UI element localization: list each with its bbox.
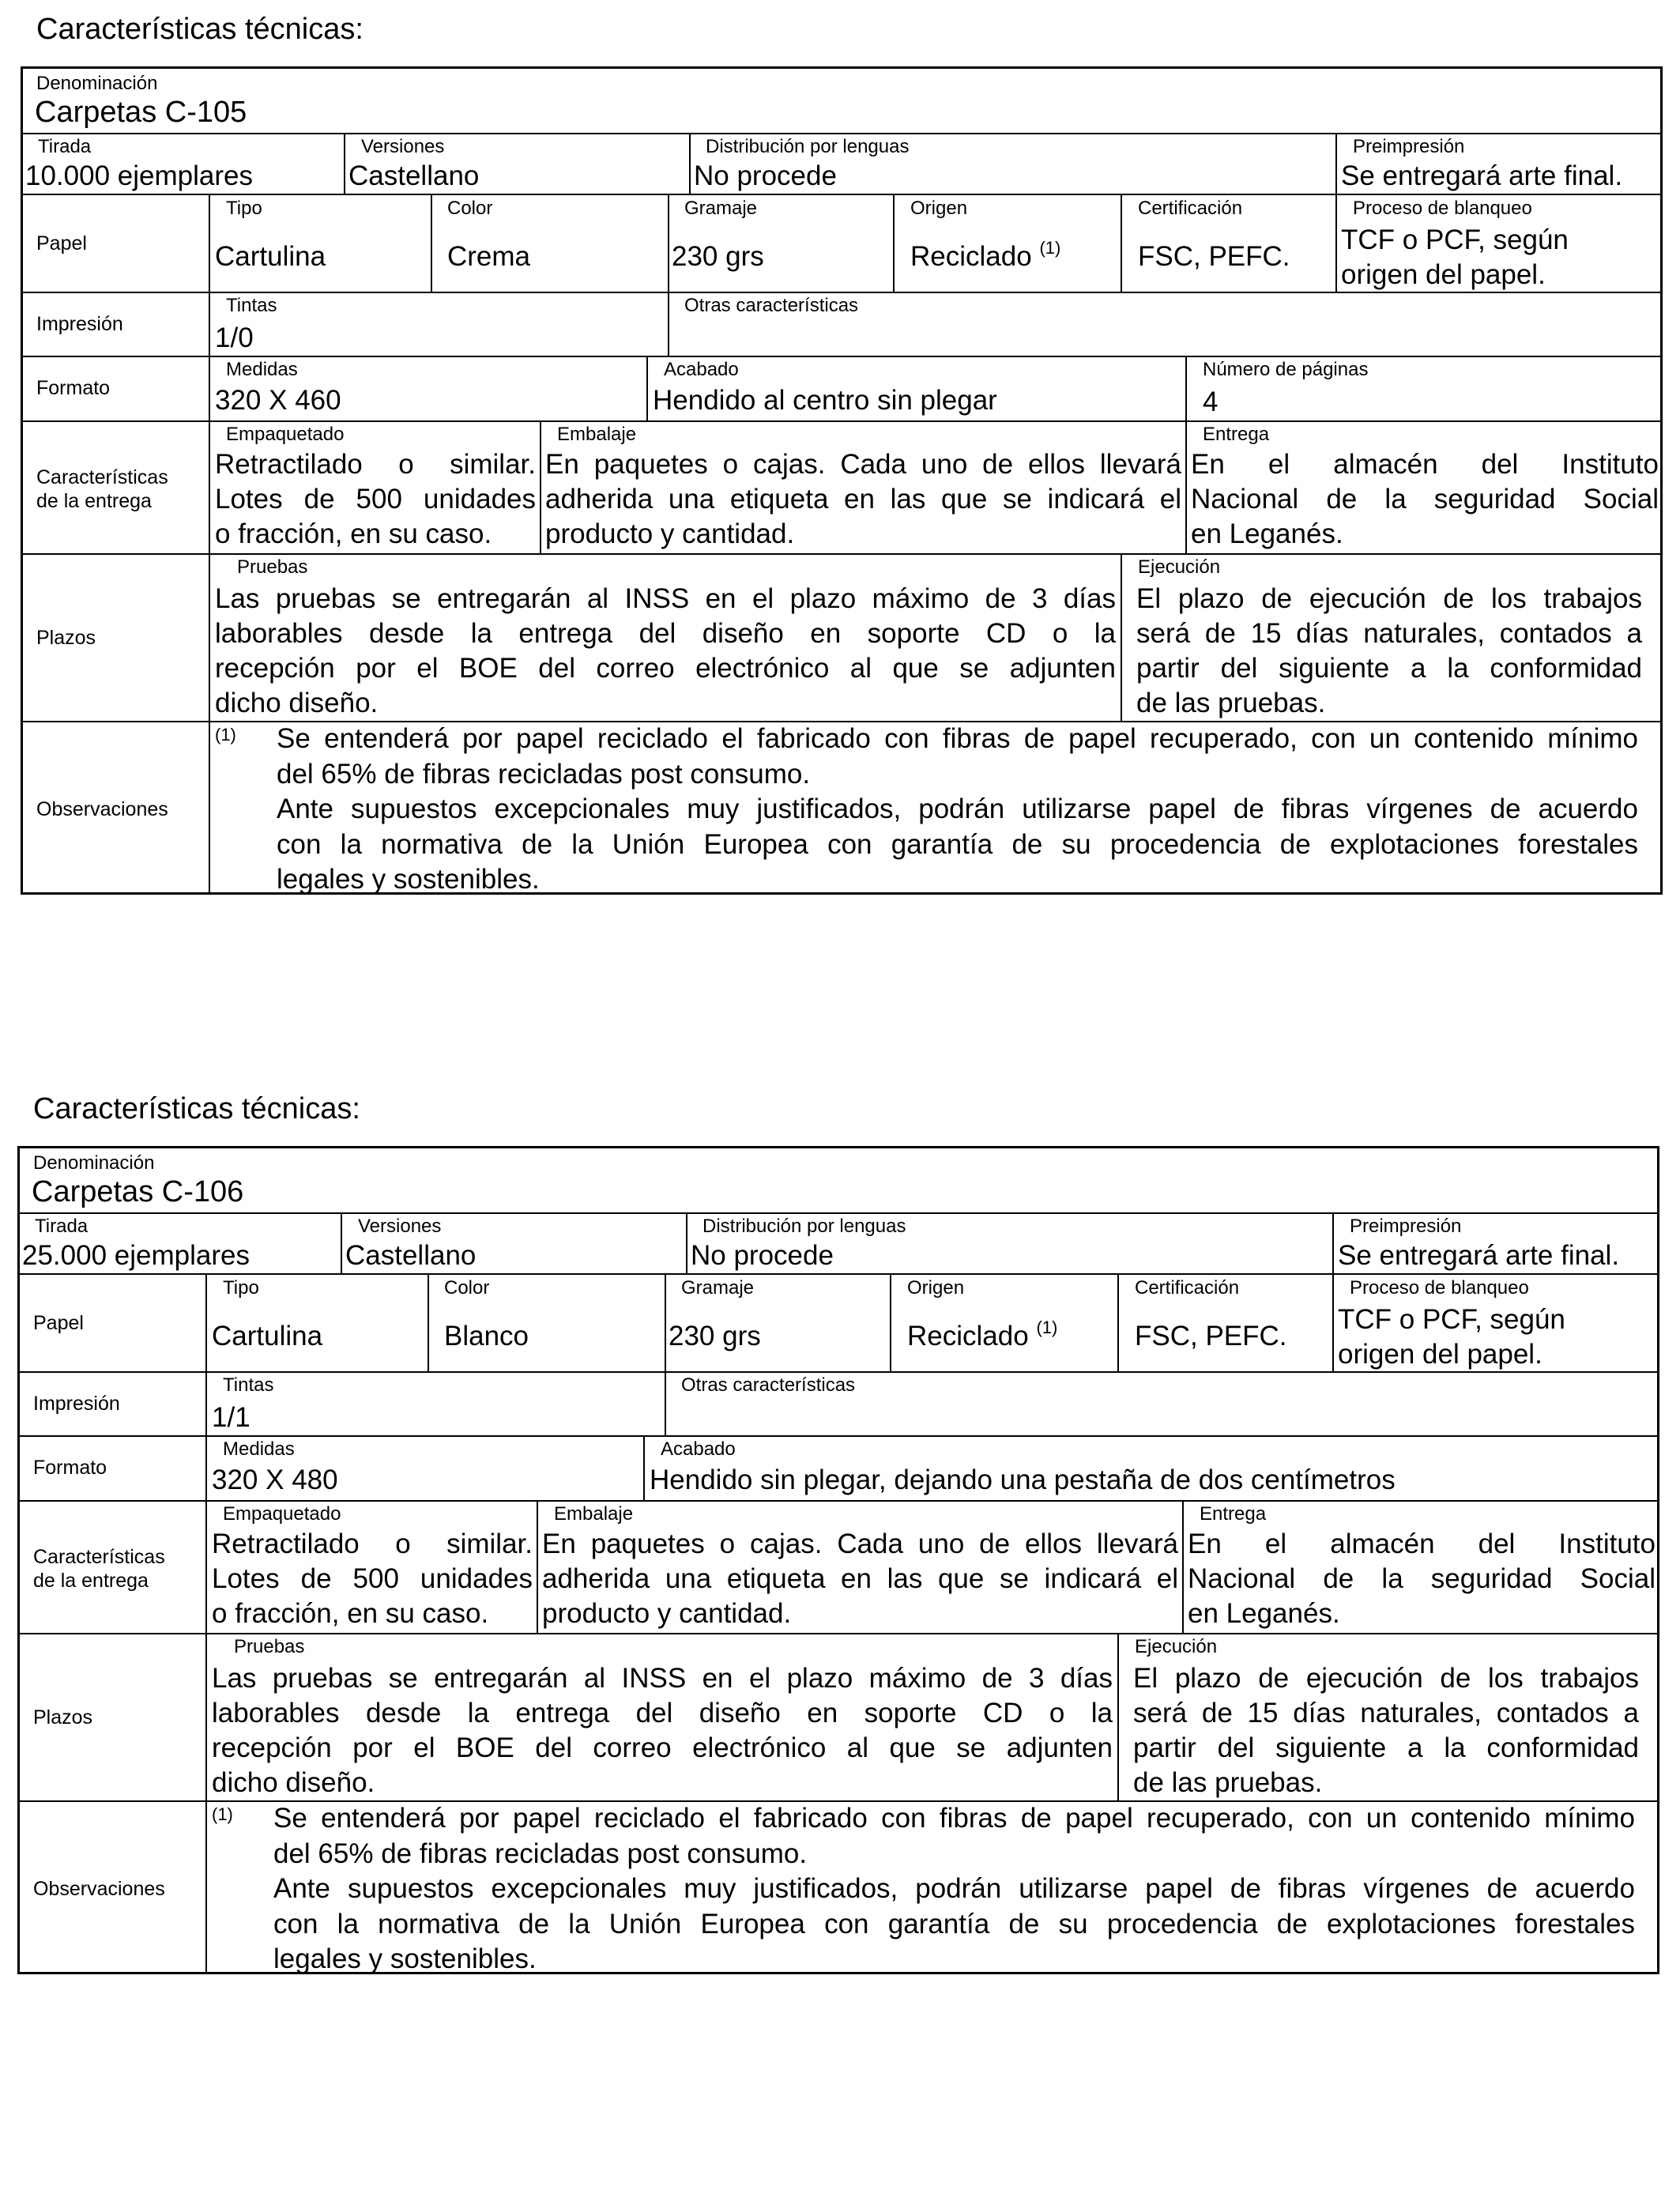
blanqueo-value: TCF o PCF, según origen del papel.: [1341, 224, 1569, 290]
formato-row-label: Formato: [33, 1457, 107, 1479]
empaquetado-value: Retractilado o similar. Lotes de 500 unidades o fracción, en su caso.: [215, 449, 536, 549]
tintas-value: 1/1: [212, 1402, 250, 1433]
rule: [686, 1212, 687, 1273]
embalaje-label: Embalaje: [557, 424, 637, 445]
rule: [431, 194, 432, 292]
tirada-value: 10.000 ejemplares: [25, 160, 253, 191]
versiones-value: Castellano: [345, 1240, 477, 1271]
versiones-value: Castellano: [348, 160, 480, 191]
acabado-label: Acabado: [661, 1438, 736, 1460]
rule: [689, 133, 691, 194]
observaciones-text: Se entenderá por papel reciclado el fabricado con fibras de papel recuperado, con un contenido mínimo del 65% de fibras recicladas post consumo. Ante supuestos excepcionales muy justificados, podrán utilizarse papel de fibras vírgenes de acuerdo con la normativa de la Unión Europea con garantía de su procedencia de explotaciones forestales legales y sostenibles.: [277, 723, 1638, 895]
medidas-value: 320 X 480: [212, 1465, 338, 1495]
section-title: Características técnicas:: [36, 13, 363, 46]
tirada-label: Tirada: [35, 1216, 89, 1237]
entrega-label: Entrega: [1200, 1503, 1267, 1525]
footnote-mark: (1): [212, 1804, 233, 1824]
denominacion-value: Carpetas C-106: [32, 1175, 244, 1208]
rule: [21, 420, 1663, 422]
acabado-label: Acabado: [664, 359, 739, 380]
rule: [205, 1273, 207, 1972]
rule: [668, 194, 669, 356]
ejecucion-label: Ejecución: [1135, 1636, 1218, 1657]
entrega-value: En el almacén del Instituto Nacional de la seguridad Social en Leganés.: [1191, 449, 1659, 549]
papel-row-label: Papel: [36, 232, 87, 254]
color-value: Blanco: [444, 1321, 529, 1351]
color-label: Color: [444, 1277, 490, 1299]
tipo-label: Tipo: [223, 1277, 259, 1299]
rule: [1117, 1273, 1119, 1371]
paginas-value: 4: [1203, 386, 1219, 417]
rule: [17, 1500, 1659, 1502]
papel-row-label: Papel: [33, 1312, 84, 1334]
observaciones-row-label: Observaciones: [33, 1878, 165, 1900]
gramaje-label: Gramaje: [681, 1277, 755, 1299]
rule: [1182, 1500, 1184, 1633]
tirada-value: 25.000 ejemplares: [22, 1240, 250, 1271]
tintas-label: Tintas: [226, 295, 277, 316]
observaciones-row-label: Observaciones: [36, 798, 168, 820]
observaciones-text: Se entenderá por papel reciclado el fabricado con fibras de papel recuperado, con un contenido mínimo del 65% de fibras recicladas post consumo. Ante supuestos excepcionales muy justificados, podrán utilizarse papel de fibras vírgenes de acuerdo con la normativa de la Unión Europea con garantía de su procedencia de explotaciones forestales legales y sostenibles.: [273, 1803, 1635, 1974]
rule: [890, 1273, 891, 1371]
plazos-row-label: Plazos: [36, 627, 96, 649]
gramaje-value: 230 grs: [672, 241, 764, 272]
entrega-row-label: Características de la entrega: [33, 1546, 165, 1592]
denominacion-label: Denominación: [36, 73, 158, 94]
tipo-value: Cartulina: [212, 1321, 323, 1351]
rule: [1121, 194, 1122, 292]
tipo-value: Cartulina: [215, 241, 326, 272]
embalaje-label: Embalaje: [554, 1503, 634, 1525]
rule: [1332, 1212, 1334, 1273]
tintas-value: 1/0: [215, 322, 254, 353]
rule: [21, 194, 1663, 195]
rule: [1117, 1633, 1119, 1800]
empaquetado-label: Empaquetado: [223, 1503, 341, 1525]
pruebas-value: Las pruebas se entregarán al INSS en el plazo máximo de 3 días laborables desde la entrega del diseño en soporte CD o la recepción por el BOE del correo electrónico al que se adjunten dicho diseño.: [215, 583, 1116, 718]
versiones-label: Versiones: [358, 1216, 442, 1237]
otras-label: Otras características: [684, 295, 859, 316]
certificacion-value: FSC, PEFC.: [1138, 241, 1290, 272]
rule: [21, 553, 1663, 555]
tipo-label: Tipo: [226, 198, 262, 219]
rule: [1185, 356, 1187, 420]
color-value: Crema: [447, 241, 531, 272]
denominacion-label: Denominación: [33, 1152, 155, 1174]
distribucion-value: No procede: [694, 160, 837, 191]
rule: [17, 1212, 1659, 1214]
pruebas-label: Pruebas: [237, 556, 308, 578]
tintas-label: Tintas: [223, 1374, 274, 1396]
blanqueo-value: TCF o PCF, según origen del papel.: [1338, 1304, 1565, 1370]
acabado-value: Hendido al centro sin plegar: [653, 385, 997, 416]
empaquetado-label: Empaquetado: [226, 424, 345, 445]
rule: [540, 420, 541, 553]
plazos-row-label: Plazos: [33, 1706, 93, 1728]
footnote-mark: (1): [215, 725, 236, 745]
rule: [1332, 1273, 1334, 1371]
entrega-label: Entrega: [1203, 424, 1270, 445]
rule: [17, 1435, 1659, 1437]
medidas-label: Medidas: [223, 1438, 295, 1460]
rule: [537, 1500, 538, 1633]
rule: [428, 1273, 429, 1371]
rule: [21, 133, 1663, 134]
section-title: Características técnicas:: [33, 1092, 360, 1125]
certificacion-label: Certificación: [1135, 1277, 1240, 1299]
tirada-label: Tirada: [38, 136, 92, 157]
otras-label: Otras características: [681, 1374, 856, 1396]
certificacion-label: Certificación: [1138, 198, 1243, 219]
pruebas-value: Las pruebas se entregarán al INSS en el plazo máximo de 3 días laborables desde la entrega del diseño en soporte CD o la recepción por el BOE del correo electrónico al que se adjunten dicho diseño.: [212, 1663, 1113, 1798]
ejecucion-value: El plazo de ejecución de los trabajos será de 15 días naturales, contados a partir del siguiente a la conformidad de las pruebas.: [1133, 1663, 1639, 1798]
rule: [21, 356, 1663, 357]
rule: [344, 133, 345, 194]
impresion-row-label: Impresión: [33, 1393, 120, 1415]
medidas-value: 320 X 460: [215, 385, 341, 416]
embalaje-value: En paquetes o cajas. Cada uno de ellos llevará adherida una etiqueta en las que se indicará el producto y cantidad.: [542, 1529, 1178, 1629]
distribucion-label: Distribución por lenguas: [703, 1216, 906, 1237]
rule: [1121, 553, 1122, 721]
footnote-mark: (1): [1039, 238, 1061, 258]
impresion-row-label: Impresión: [36, 313, 123, 335]
gramaje-value: 230 grs: [669, 1321, 761, 1351]
ejecucion-value: El plazo de ejecución de los trabajos será de 15 días naturales, contados a partir del siguiente a la conformidad de las pruebas.: [1136, 583, 1642, 718]
preimpresion-value: Se entregará arte final.: [1341, 160, 1623, 191]
origen-value: Reciclado $^{(1)}$: [910, 238, 1061, 272]
formato-row-label: Formato: [36, 377, 111, 399]
empaquetado-value: Retractilado o similar. Lotes de 500 unidades o fracción, en su caso.: [212, 1529, 533, 1629]
preimpresion-value: Se entregará arte final.: [1338, 1240, 1620, 1271]
embalaje-value: En paquetes o cajas. Cada uno de ellos llevará adherida una etiqueta en las que se indicará el producto y cantidad.: [545, 449, 1181, 549]
denominacion-value: Carpetas C-105: [35, 96, 247, 129]
color-label: Color: [447, 198, 493, 219]
medidas-label: Medidas: [226, 359, 298, 380]
rule: [1335, 133, 1337, 194]
rule: [1185, 420, 1187, 553]
rule: [341, 1212, 342, 1273]
certificacion-value: FSC, PEFC.: [1135, 1321, 1287, 1351]
rule: [893, 194, 895, 292]
footnote-mark: (1): [1036, 1318, 1058, 1337]
rule: [1335, 194, 1337, 292]
rule: [17, 1273, 1659, 1275]
gramaje-label: Gramaje: [684, 198, 758, 219]
pruebas-label: Pruebas: [234, 1636, 305, 1657]
paginas-label: Número de páginas: [1203, 359, 1369, 380]
rule: [643, 1435, 645, 1500]
rule: [209, 194, 210, 892]
ejecucion-label: Ejecución: [1138, 556, 1221, 578]
blanqueo-label: Proceso de blanqueo: [1350, 1277, 1529, 1299]
distribucion-value: No procede: [691, 1240, 834, 1271]
rule: [17, 1633, 1659, 1634]
rule: [665, 1273, 666, 1435]
distribucion-label: Distribución por lenguas: [706, 136, 910, 157]
versiones-label: Versiones: [361, 136, 445, 157]
entrega-value: En el almacén del Instituto Nacional de la seguridad Social en Leganés.: [1188, 1529, 1656, 1629]
origen-label: Origen: [907, 1277, 965, 1299]
rule: [646, 356, 648, 420]
preimpresion-label: Preimpresión: [1353, 136, 1465, 157]
entrega-row-label: Características de la entrega: [36, 466, 168, 512]
blanqueo-label: Proceso de blanqueo: [1353, 198, 1532, 219]
origen-label: Origen: [910, 198, 968, 219]
acabado-value: Hendido sin plegar, dejando una pestaña de dos centímetros: [650, 1465, 1396, 1495]
origen-value: Reciclado $^{(1)}$: [907, 1318, 1058, 1351]
preimpresion-label: Preimpresión: [1350, 1216, 1462, 1237]
